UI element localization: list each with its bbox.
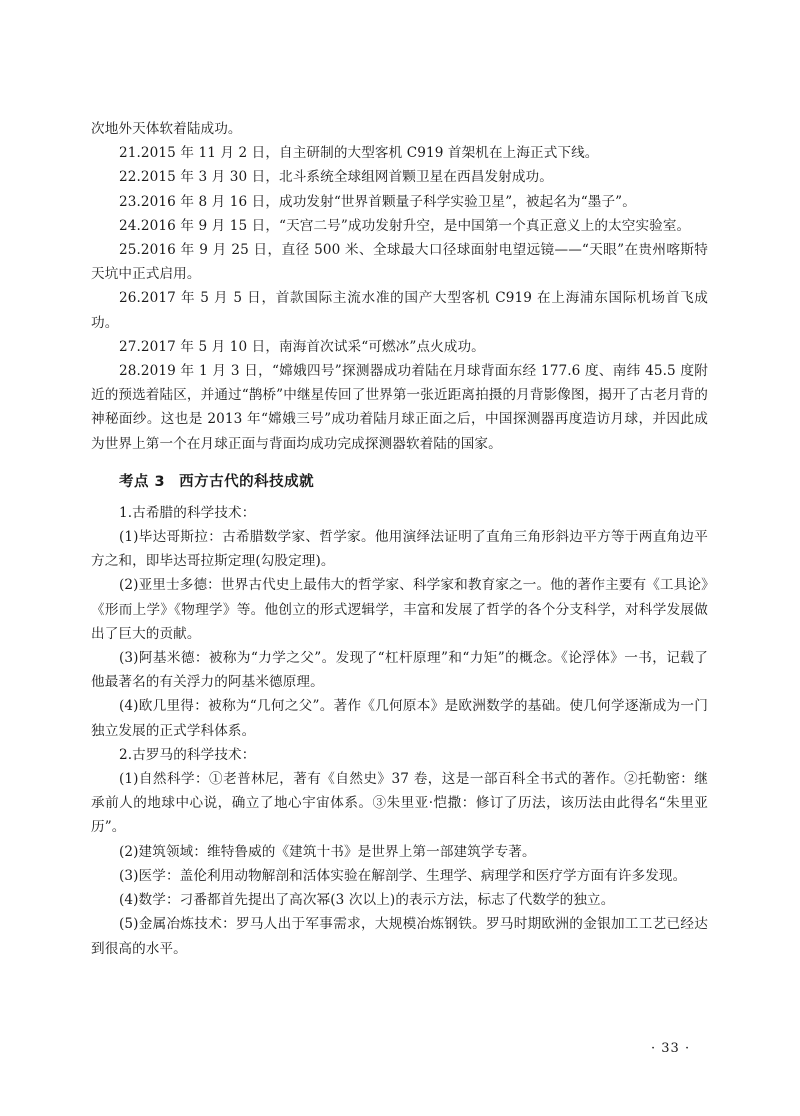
paragraph: 21.2015 年 11 月 2 日，自主研制的大型客机 C919 首架机在上海正式下线。	[119, 145, 599, 162]
page-number: · 33 ·	[651, 1041, 691, 1056]
paragraph: (1)自然科学：①老普林尼，著有《自然史》37 卷，这是一部百科全书式的著作。②托勒密：继承前人的地球中心说，确立了地心宇宙体系。③朱里亚·恺撒：修订了历法，该历法由此得名“朱里亚历”。	[91, 771, 708, 836]
paragraph: (3)医学：盖伦利用动物解剖和活体实验在解剖学、生理学、病理学和医疗学方面有许多发现。	[119, 867, 687, 884]
page-content	[91, 117, 708, 961]
text-block-top	[91, 117, 708, 456]
section-title: 西方古代的科技成就	[179, 473, 315, 490]
paragraph: 23.2016 年 8 月 16 日，成功发射“世界首颗量子科学实验卫星”，被起名为“墨子”。	[119, 193, 636, 210]
section-number: 考点 3	[119, 473, 166, 490]
paragraph: 27.2017 年 5 月 10 日，南海首次试采“可燃冰”点火成功。	[119, 338, 485, 355]
paragraph: 26.2017 年 5 月 5 日，首款国际主流水准的国产大型客机 C919 在上海浦东国际机场首飞成功。	[91, 290, 708, 331]
paragraph: (5)金属冶炼技术：罗马人出于军事需求，大规模冶炼钢铁。罗马时期欧洲的金银加工工艺已经达到很高的水平。	[91, 916, 708, 957]
paragraph: 2.古罗马的科学技术：	[119, 746, 256, 763]
paragraph: (3)阿基米德：被称为“力学之父”。发现了“杠杆原理”和“力矩”的概念。《论浮体》一书，记载了他最著名的有关浮力的阿基米德原理。	[91, 650, 708, 691]
text-block-bottom	[91, 501, 708, 961]
paragraph: 24.2016 年 9 月 15 日，“天宫二号”成功发射升空，是中国第一个真正意义上的太空实验室。	[119, 217, 691, 234]
paragraph: (2)建筑领域：维特鲁威的《建筑十书》是世界上第一部建筑学专著。	[119, 843, 536, 860]
paragraph: (4)数学：刁番都首先提出了高次幂(3 次以上)的表示方法，标志了代数学的独立。	[119, 892, 615, 909]
paragraph: (4)欧几里得：被称为“几何之父”。著作《几何原本》是欧洲数学的基础。使几何学逐渐成为一门独立发展的正式学科体系。	[91, 698, 708, 739]
paragraph: 25.2016 年 9 月 25 日，直径 500 米、全球最大口径球面射电望远镜——“天眼”在贵州喀斯特天坑中正式启用。	[91, 242, 708, 283]
paragraph: 22.2015 年 3 月 30 日，北斗系统全球组网首颗卫星在西昌发射成功。	[119, 169, 553, 186]
paragraph: (1)毕达哥斯拉：古希腊数学家、哲学家。他用演绎法证明了直角三角形斜边平方等于两直角边平方之和，即毕达哥拉斯定理(勾股定理)。	[91, 529, 708, 570]
section-heading	[119, 470, 708, 491]
paragraph: 次地外天体软着陆成功。	[91, 121, 242, 137]
paragraph: 1.古希腊的科学技术：	[119, 504, 256, 521]
paragraph: 28.2019 年 1 月 3 日，“嫦娥四号”探测器成功着陆在月球背面东经 177.6 度、南纬 45.5 度附近的预选着陆区，并通过“鹊桥”中继星传回了世界第一张近距离拍摄的月背影像图，揭开了古老月背的神秘面纱。这也是 2013 年“嫦娥三号”成功着陆月球正面之后，中国探测器再度造访月球，并因此成为世界上第一个在月球正面与背面均成功完成探测器软着陆的国家。	[91, 363, 708, 452]
paragraph: (2)亚里士多德：世界古代史上最伟大的哲学家、科学家和教育家之一。他的著作主要有《工具论》《形而上学》《物理学》等。他创立的形式逻辑学，丰富和发展了哲学的各个分支科学，对科学发展做出了巨大的贡献。	[91, 577, 708, 642]
